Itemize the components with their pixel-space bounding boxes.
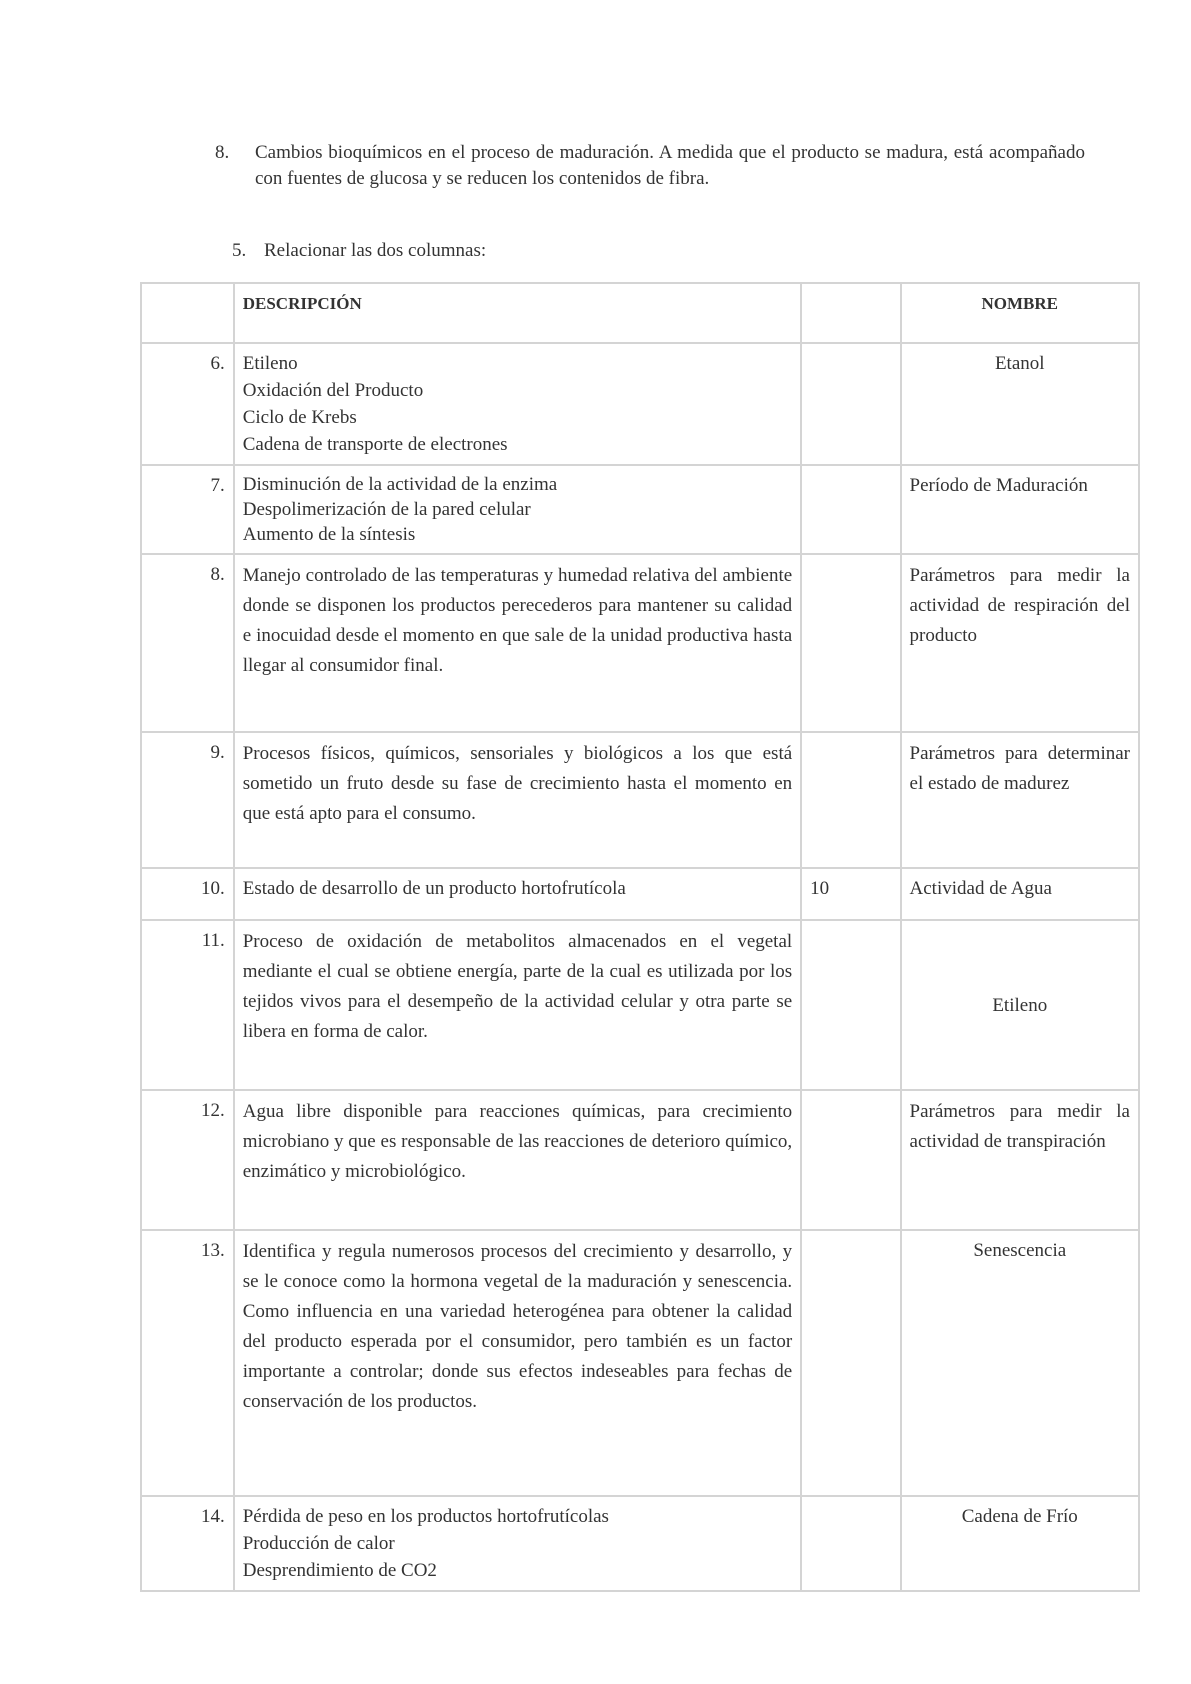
description-line: Disminución de la actividad de la enzima xyxy=(242,474,558,495)
table-row xyxy=(141,343,1139,465)
row-number: 9. xyxy=(141,732,234,868)
table-row xyxy=(141,554,1139,732)
intro-paragraph xyxy=(215,140,1085,192)
answer-cell[interactable]: 10 xyxy=(801,868,900,920)
row-description xyxy=(234,1496,801,1591)
table-row xyxy=(141,1496,1139,1591)
intro-item xyxy=(215,140,1085,192)
header-answer-cell xyxy=(801,283,900,343)
description-line: Cadena de transporte de electrones xyxy=(242,434,508,455)
description-line: Oxidación del Producto xyxy=(242,380,424,401)
row-number: 8. xyxy=(141,554,234,732)
row-description: Estado de desarrollo de un producto hortofrutícola xyxy=(234,868,801,920)
description-line: Desprendimiento de CO2 xyxy=(242,1560,437,1581)
row-description: Procesos físicos, químicos, sensoriales y biológicos a los que está sometido un fruto desde su fase de crecimiento hasta el momento en que está apto para el consumo. xyxy=(234,732,801,868)
answer-cell[interactable] xyxy=(801,465,900,554)
row-description: Proceso de oxidación de metabolitos almacenados en el vegetal mediante el cual se obtiene energía, parte de la cual es utilizada por los tejidos vivos para el desempeño de la actividad celular y otra parte se libera en forma de calor. xyxy=(234,920,801,1090)
description-line: Etileno xyxy=(242,353,298,374)
intro-item-text: Cambios bioquímicos en el proceso de maduración. A medida que el producto se madura, está acompañado con fuentes de glucosa y se reducen los contenidos de fibra. xyxy=(255,142,1085,189)
instruction xyxy=(232,238,486,264)
row-number: 7. xyxy=(141,465,234,554)
header-description: DESCRIPCIÓN xyxy=(234,283,801,343)
row-description: Agua libre disponible para reacciones químicas, para crecimiento microbiano y que es responsable de las reacciones de deterioro químico, enzimático y microbiológico. xyxy=(234,1090,801,1230)
row-name: Cadena de Frío xyxy=(901,1496,1139,1591)
row-description: Identifica y regula numerosos procesos del crecimiento y desarrollo, y se le conoce como la hormona vegetal de la maduración y senescencia. Como influencia en una variedad heterogénea para obtener la calidad del producto esperada por el consumidor, pero también es un factor importante a controlar; donde sus efectos indeseables para fechas de conservación de los productos. xyxy=(234,1230,801,1496)
table-row xyxy=(141,920,1139,1090)
table-row xyxy=(141,465,1139,554)
description-line: Aumento de la síntesis xyxy=(242,524,416,545)
table-header-row xyxy=(141,283,1139,343)
description-line: Producción de calor xyxy=(242,1533,395,1554)
row-number: 10. xyxy=(141,868,234,920)
row-name: Parámetros para medir la actividad de respiración del producto xyxy=(901,554,1139,732)
row-number: 14. xyxy=(141,1496,234,1591)
answer-cell[interactable] xyxy=(801,1230,900,1496)
header-name: NOMBRE xyxy=(901,283,1139,343)
row-name: Senescencia xyxy=(901,1230,1139,1496)
row-name: Período de Maduración xyxy=(901,465,1139,554)
row-number: 6. xyxy=(141,343,234,465)
answer-cell[interactable] xyxy=(801,920,900,1090)
intro-item-number: 8. xyxy=(215,142,230,163)
header-number-cell xyxy=(141,283,234,343)
table-row xyxy=(141,732,1139,868)
matching-table xyxy=(140,282,1140,1592)
instruction-number: 5. xyxy=(232,240,247,261)
row-name: Etanol xyxy=(901,343,1139,465)
description-line: Ciclo de Krebs xyxy=(242,407,357,428)
answer-cell[interactable] xyxy=(801,343,900,465)
row-name: Parámetros para determinar el estado de madurez xyxy=(901,732,1139,868)
row-description xyxy=(234,343,801,465)
instruction-text: Relacionar las dos columnas: xyxy=(264,240,487,261)
answer-cell[interactable] xyxy=(801,732,900,868)
table-row xyxy=(141,868,1139,920)
row-number: 13. xyxy=(141,1230,234,1496)
row-description: Manejo controlado de las temperaturas y humedad relativa del ambiente donde se disponen los productos perecederos para mantener su calidad e inocuidad desde el momento en que sale de la unidad productiva hasta llegar al consumidor final. xyxy=(234,554,801,732)
answer-cell[interactable] xyxy=(801,554,900,732)
row-number: 12. xyxy=(141,1090,234,1230)
row-name: Actividad de Agua xyxy=(901,868,1139,920)
row-number: 11. xyxy=(141,920,234,1090)
description-line: Pérdida de peso en los productos hortofrutícolas xyxy=(242,1506,609,1527)
row-name: Parámetros para medir la actividad de transpiración xyxy=(901,1090,1139,1230)
row-description xyxy=(234,465,801,554)
table-row xyxy=(141,1090,1139,1230)
row-name: Etileno xyxy=(901,920,1139,1090)
table-row xyxy=(141,1230,1139,1496)
answer-cell[interactable] xyxy=(801,1496,900,1591)
description-line: Despolimerización de la pared celular xyxy=(242,499,531,520)
answer-cell[interactable] xyxy=(801,1090,900,1230)
